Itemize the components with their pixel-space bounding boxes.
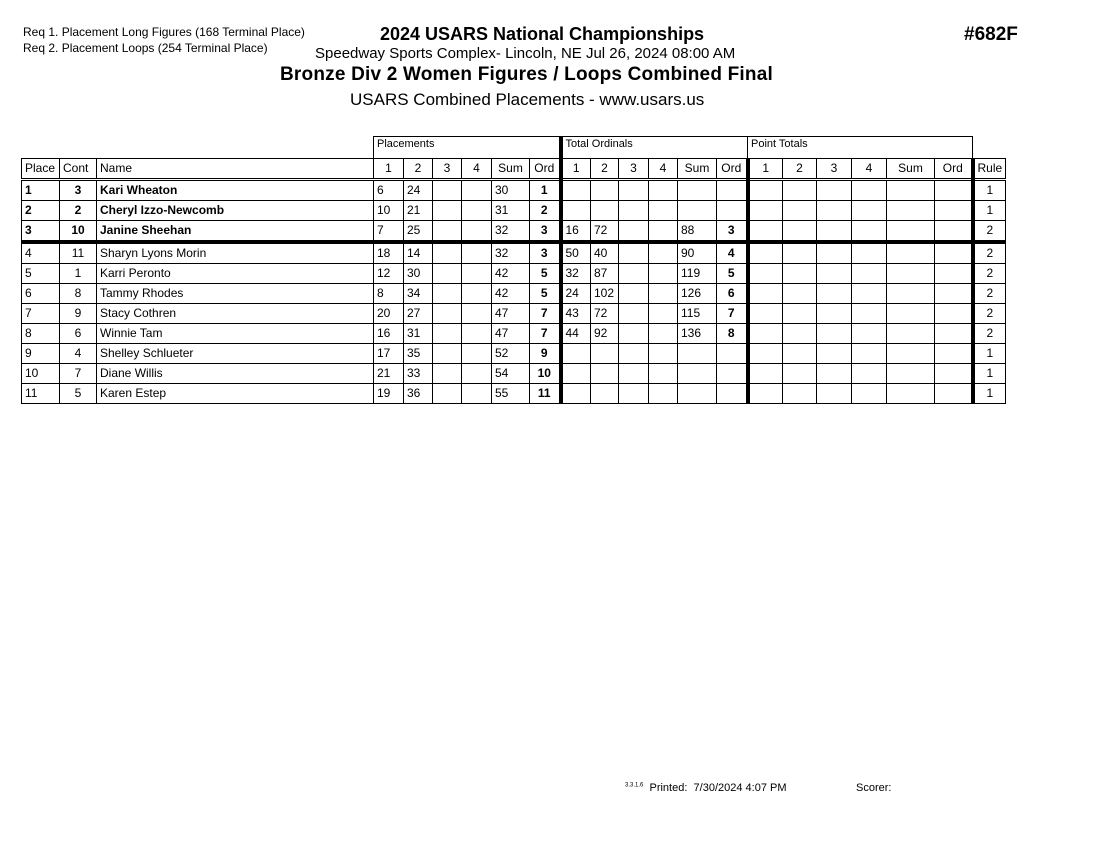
cell-placement-4	[462, 344, 492, 364]
cell-placement-4	[462, 364, 492, 384]
cell-ordinal-sum	[678, 201, 717, 221]
cell-ordinal-1	[561, 201, 591, 221]
group-placements: Placements	[374, 137, 561, 159]
cell-placement-ord: 3	[530, 221, 561, 243]
cell-place: 8	[22, 324, 60, 344]
cell-points-sum	[887, 201, 935, 221]
cell-ordinal-3	[619, 264, 649, 284]
cell-ordinal-3	[619, 344, 649, 364]
cell-points-ord	[935, 304, 973, 324]
cell-placement-sum: 47	[492, 324, 530, 344]
cell-cont: 5	[60, 384, 97, 404]
cell-points-3	[817, 180, 852, 201]
cell-points-2	[783, 242, 817, 264]
cell-ordinal-3	[619, 304, 649, 324]
event-subtitle: USARS Combined Placements - www.usars.us	[350, 90, 705, 109]
cell-placement-sum: 32	[492, 242, 530, 264]
col-pt-4: 4	[852, 159, 887, 180]
table-row	[22, 180, 1006, 201]
cell-points-sum	[887, 284, 935, 304]
cell-points-2	[783, 264, 817, 284]
table-row	[22, 242, 1006, 264]
cell-points-ord	[935, 264, 973, 284]
cell-placement-1: 12	[374, 264, 404, 284]
cell-placement-sum: 52	[492, 344, 530, 364]
cell-ordinal-ord	[717, 180, 748, 201]
cell-rule: 1	[973, 201, 1006, 221]
print-info	[625, 782, 787, 794]
table-row	[22, 324, 1006, 344]
cell-points-ord	[935, 180, 973, 201]
cell-ordinal-sum	[678, 384, 717, 404]
cell-points-4	[852, 264, 887, 284]
cell-ordinal-4	[649, 364, 678, 384]
col-pt-2: 2	[783, 159, 817, 180]
table-row	[22, 284, 1006, 304]
cell-points-4	[852, 364, 887, 384]
cell-ordinal-3	[619, 180, 649, 201]
cell-points-2	[783, 304, 817, 324]
cell-name: Cheryl Izzo-Newcomb	[97, 201, 374, 221]
printed-label: Printed:	[649, 782, 688, 794]
cell-placement-1: 16	[374, 324, 404, 344]
cell-points-4	[852, 344, 887, 364]
cell-ordinal-sum	[678, 344, 717, 364]
printed-datetime: 7/30/2024 4:07 PM	[693, 782, 787, 794]
cell-place: 5	[22, 264, 60, 284]
cell-ordinal-2	[591, 364, 619, 384]
cell-ordinal-1	[561, 364, 591, 384]
cell-placement-1: 8	[374, 284, 404, 304]
column-header-row	[22, 159, 1006, 180]
cell-ordinal-4	[649, 284, 678, 304]
cell-ordinal-4	[649, 180, 678, 201]
cell-placement-2: 21	[404, 201, 433, 221]
cell-placement-1: 20	[374, 304, 404, 324]
cell-points-sum	[887, 221, 935, 243]
cell-points-sum	[887, 264, 935, 284]
cell-placement-4	[462, 180, 492, 201]
cell-ordinal-ord: 5	[717, 264, 748, 284]
cell-points-4	[852, 324, 887, 344]
cell-placement-ord: 11	[530, 384, 561, 404]
cell-ordinal-3	[619, 221, 649, 243]
cell-placement-ord: 9	[530, 344, 561, 364]
group-header-row	[22, 137, 1006, 159]
cell-placement-2: 34	[404, 284, 433, 304]
cell-points-3	[817, 384, 852, 404]
cell-name: Karen Estep	[97, 384, 374, 404]
col-to-4: 4	[649, 159, 678, 180]
requirement-1: Req 1. Placement Long Figures (168 Terminal Place)	[23, 25, 305, 39]
cell-points-3	[817, 324, 852, 344]
cell-points-4	[852, 284, 887, 304]
cell-placement-1: 7	[374, 221, 404, 243]
cell-ordinal-3	[619, 384, 649, 404]
cell-points-4	[852, 304, 887, 324]
cell-points-4	[852, 221, 887, 243]
cell-placement-sum: 42	[492, 264, 530, 284]
cell-placement-2: 31	[404, 324, 433, 344]
cell-placement-ord: 3	[530, 242, 561, 264]
cell-placement-sum: 32	[492, 221, 530, 243]
cell-ordinal-sum: 90	[678, 242, 717, 264]
cell-ordinal-ord: 7	[717, 304, 748, 324]
cell-placement-2: 35	[404, 344, 433, 364]
cell-points-1	[748, 344, 783, 364]
col-to-ord: Ord	[717, 159, 748, 180]
cell-name: Diane Willis	[97, 364, 374, 384]
cell-points-1	[748, 221, 783, 243]
cell-place: 6	[22, 284, 60, 304]
cell-placement-3	[433, 264, 462, 284]
table-row	[22, 364, 1006, 384]
cell-ordinal-sum	[678, 180, 717, 201]
cell-ordinal-ord	[717, 344, 748, 364]
championship-title: 2024 USARS National Championships	[380, 24, 705, 44]
cell-ordinal-ord: 3	[717, 221, 748, 243]
cell-placement-4	[462, 264, 492, 284]
cell-points-sum	[887, 364, 935, 384]
cell-cont: 9	[60, 304, 97, 324]
cell-ordinal-1	[561, 180, 591, 201]
cell-ordinal-ord	[717, 201, 748, 221]
cell-points-1	[748, 284, 783, 304]
cell-ordinal-2: 40	[591, 242, 619, 264]
cell-points-3	[817, 364, 852, 384]
cell-rule: 2	[973, 284, 1006, 304]
cell-placement-3	[433, 364, 462, 384]
cell-ordinal-4	[649, 384, 678, 404]
cell-points-ord	[935, 364, 973, 384]
cell-placement-3	[433, 344, 462, 364]
cell-points-2	[783, 180, 817, 201]
cell-points-2	[783, 284, 817, 304]
cell-placement-3	[433, 242, 462, 264]
cell-placement-4	[462, 242, 492, 264]
group-point-totals: Point Totals	[748, 137, 973, 159]
cell-placement-4	[462, 324, 492, 344]
cell-ordinal-sum: 136	[678, 324, 717, 344]
cell-points-sum	[887, 344, 935, 364]
cell-points-3	[817, 284, 852, 304]
cell-points-ord	[935, 324, 973, 344]
cell-name: Winnie Tam	[97, 324, 374, 344]
cell-ordinal-2: 102	[591, 284, 619, 304]
cell-ordinal-1: 43	[561, 304, 591, 324]
cell-ordinal-ord: 4	[717, 242, 748, 264]
cell-ordinal-3	[619, 364, 649, 384]
cell-place: 10	[22, 364, 60, 384]
cell-ordinal-4	[649, 304, 678, 324]
col-name: Name	[97, 159, 374, 180]
cell-name: Tammy Rhodes	[97, 284, 374, 304]
cell-cont: 1	[60, 264, 97, 284]
cell-placement-sum: 54	[492, 364, 530, 384]
cell-points-2	[783, 364, 817, 384]
cell-points-ord	[935, 284, 973, 304]
cell-points-3	[817, 221, 852, 243]
cell-rule: 2	[973, 304, 1006, 324]
cell-name: Sharyn Lyons Morin	[97, 242, 374, 264]
cell-placement-sum: 42	[492, 284, 530, 304]
cell-placement-ord: 7	[530, 324, 561, 344]
cell-points-1	[748, 242, 783, 264]
cell-placement-4	[462, 201, 492, 221]
cell-ordinal-3	[619, 242, 649, 264]
cell-place: 3	[22, 221, 60, 243]
col-pt-ord: Ord	[935, 159, 973, 180]
cell-name: Shelley Schlueter	[97, 344, 374, 364]
cell-ordinal-2: 72	[591, 221, 619, 243]
cell-placement-2: 30	[404, 264, 433, 284]
cell-cont: 2	[60, 201, 97, 221]
cell-cont: 6	[60, 324, 97, 344]
cell-placement-1: 19	[374, 384, 404, 404]
cell-points-1	[748, 324, 783, 344]
group-total-ordinals: Total Ordinals	[561, 137, 748, 159]
cell-placement-3	[433, 221, 462, 243]
cell-placement-ord: 5	[530, 284, 561, 304]
cell-placement-1: 6	[374, 180, 404, 201]
cell-ordinal-1	[561, 344, 591, 364]
cell-placement-3	[433, 384, 462, 404]
col-to-3: 3	[619, 159, 649, 180]
cell-ordinal-1: 44	[561, 324, 591, 344]
table-row	[22, 344, 1006, 364]
group-spacer	[22, 137, 374, 159]
results-table	[21, 136, 1006, 404]
cell-rule: 1	[973, 364, 1006, 384]
cell-placement-4	[462, 304, 492, 324]
cell-placement-1: 18	[374, 242, 404, 264]
cell-ordinal-1: 32	[561, 264, 591, 284]
cell-ordinal-sum: 115	[678, 304, 717, 324]
cell-placement-ord: 5	[530, 264, 561, 284]
cell-cont: 7	[60, 364, 97, 384]
cell-ordinal-sum	[678, 364, 717, 384]
cell-points-ord	[935, 344, 973, 364]
cell-placement-3	[433, 304, 462, 324]
table-row	[22, 264, 1006, 284]
cell-points-sum	[887, 384, 935, 404]
cell-ordinal-ord	[717, 384, 748, 404]
cell-cont: 8	[60, 284, 97, 304]
cell-placement-ord: 2	[530, 201, 561, 221]
cell-points-3	[817, 304, 852, 324]
col-pl-4: 4	[462, 159, 492, 180]
cell-points-2	[783, 201, 817, 221]
cell-rule: 2	[973, 221, 1006, 243]
cell-rule: 1	[973, 384, 1006, 404]
cell-placement-2: 25	[404, 221, 433, 243]
venue-datetime: Speedway Sports Complex- Lincoln, NE Jul 26, 2024 08:00 AM	[315, 45, 736, 62]
cell-ordinal-sum: 126	[678, 284, 717, 304]
cell-ordinal-2	[591, 344, 619, 364]
cell-ordinal-1: 16	[561, 221, 591, 243]
cell-ordinal-3	[619, 324, 649, 344]
cell-ordinal-2: 72	[591, 304, 619, 324]
cell-placement-2: 14	[404, 242, 433, 264]
col-pt-3: 3	[817, 159, 852, 180]
cell-points-2	[783, 384, 817, 404]
group-spacer-rule	[973, 137, 1006, 159]
cell-points-ord	[935, 384, 973, 404]
cell-points-sum	[887, 304, 935, 324]
cell-ordinal-4	[649, 201, 678, 221]
cell-ordinal-1	[561, 384, 591, 404]
cell-placement-sum: 47	[492, 304, 530, 324]
cell-ordinal-2: 87	[591, 264, 619, 284]
table-row	[22, 221, 1006, 243]
cell-placement-ord: 1	[530, 180, 561, 201]
cell-placement-3	[433, 180, 462, 201]
cell-place: 4	[22, 242, 60, 264]
cell-points-1	[748, 384, 783, 404]
cell-place: 1	[22, 180, 60, 201]
cell-placement-ord: 7	[530, 304, 561, 324]
cell-points-4	[852, 180, 887, 201]
cell-placement-sum: 55	[492, 384, 530, 404]
cell-ordinal-4	[649, 264, 678, 284]
cell-placement-sum: 30	[492, 180, 530, 201]
requirement-2: Req 2. Placement Loops (254 Terminal Place)	[23, 41, 268, 55]
cell-ordinal-ord	[717, 364, 748, 384]
cell-ordinal-4	[649, 242, 678, 264]
cell-cont: 3	[60, 180, 97, 201]
cell-placement-2: 24	[404, 180, 433, 201]
cell-placement-1: 10	[374, 201, 404, 221]
cell-name: Janine Sheehan	[97, 221, 374, 243]
cell-points-4	[852, 242, 887, 264]
event-title: Bronze Div 2 Women Figures / Loops Combined Final	[280, 64, 773, 85]
cell-place: 7	[22, 304, 60, 324]
col-pt-sum: Sum	[887, 159, 935, 180]
cell-points-ord	[935, 221, 973, 243]
col-to-2: 2	[591, 159, 619, 180]
col-pl-ord: Ord	[530, 159, 561, 180]
table-row	[22, 384, 1006, 404]
cell-cont: 10	[60, 221, 97, 243]
cell-placement-2: 27	[404, 304, 433, 324]
cell-cont: 11	[60, 242, 97, 264]
scorer-label: Scorer:	[856, 782, 892, 794]
cell-ordinal-2	[591, 384, 619, 404]
cell-placement-3	[433, 201, 462, 221]
cell-ordinal-3	[619, 201, 649, 221]
cell-ordinal-2	[591, 180, 619, 201]
col-pl-sum: Sum	[492, 159, 530, 180]
cell-rule: 1	[973, 344, 1006, 364]
cell-points-ord	[935, 242, 973, 264]
cell-points-3	[817, 201, 852, 221]
cell-points-4	[852, 384, 887, 404]
col-rule: Rule	[973, 159, 1006, 180]
cell-place: 2	[22, 201, 60, 221]
cell-ordinal-ord: 8	[717, 324, 748, 344]
col-pl-1: 1	[374, 159, 404, 180]
cell-points-2	[783, 221, 817, 243]
cell-ordinal-4	[649, 221, 678, 243]
cell-points-sum	[887, 242, 935, 264]
cell-points-4	[852, 201, 887, 221]
cell-placement-1: 21	[374, 364, 404, 384]
cell-ordinal-ord: 6	[717, 284, 748, 304]
cell-place: 9	[22, 344, 60, 364]
col-to-1: 1	[561, 159, 591, 180]
cell-placement-4	[462, 221, 492, 243]
cell-ordinal-1: 50	[561, 242, 591, 264]
cell-placement-3	[433, 284, 462, 304]
cell-ordinal-1: 24	[561, 284, 591, 304]
cell-ordinal-sum: 88	[678, 221, 717, 243]
cell-name: Stacy Cothren	[97, 304, 374, 324]
cell-placement-3	[433, 324, 462, 344]
col-to-sum: Sum	[678, 159, 717, 180]
software-version: 3.3.1.6	[625, 782, 644, 789]
cell-points-3	[817, 344, 852, 364]
cell-rule: 2	[973, 324, 1006, 344]
col-pl-3: 3	[433, 159, 462, 180]
cell-points-ord	[935, 201, 973, 221]
cell-ordinal-2	[591, 201, 619, 221]
col-cont: Cont	[60, 159, 97, 180]
cell-points-3	[817, 264, 852, 284]
cell-placement-4	[462, 384, 492, 404]
col-place: Place	[22, 159, 60, 180]
cell-points-sum	[887, 324, 935, 344]
cell-place: 11	[22, 384, 60, 404]
cell-rule: 1	[973, 180, 1006, 201]
cell-points-1	[748, 364, 783, 384]
cell-placement-sum: 31	[492, 201, 530, 221]
cell-points-1	[748, 180, 783, 201]
cell-points-sum	[887, 180, 935, 201]
cell-rule: 2	[973, 242, 1006, 264]
cell-points-1	[748, 264, 783, 284]
col-pl-2: 2	[404, 159, 433, 180]
cell-placement-ord: 10	[530, 364, 561, 384]
cell-points-1	[748, 304, 783, 324]
cell-points-2	[783, 344, 817, 364]
table-row	[22, 304, 1006, 324]
cell-ordinal-4	[649, 324, 678, 344]
cell-placement-4	[462, 284, 492, 304]
cell-cont: 4	[60, 344, 97, 364]
col-pt-1: 1	[748, 159, 783, 180]
cell-placement-2: 33	[404, 364, 433, 384]
cell-points-2	[783, 324, 817, 344]
cell-rule: 2	[973, 264, 1006, 284]
cell-ordinal-2: 92	[591, 324, 619, 344]
cell-ordinal-sum: 119	[678, 264, 717, 284]
cell-ordinal-3	[619, 284, 649, 304]
cell-placement-2: 36	[404, 384, 433, 404]
cell-points-1	[748, 201, 783, 221]
cell-name: Kari Wheaton	[97, 180, 374, 201]
event-number: #682F	[964, 24, 1018, 45]
table-row	[22, 201, 1006, 221]
results-body	[22, 180, 1006, 404]
cell-ordinal-4	[649, 344, 678, 364]
cell-placement-1: 17	[374, 344, 404, 364]
cell-name: Karri Peronto	[97, 264, 374, 284]
cell-points-3	[817, 242, 852, 264]
